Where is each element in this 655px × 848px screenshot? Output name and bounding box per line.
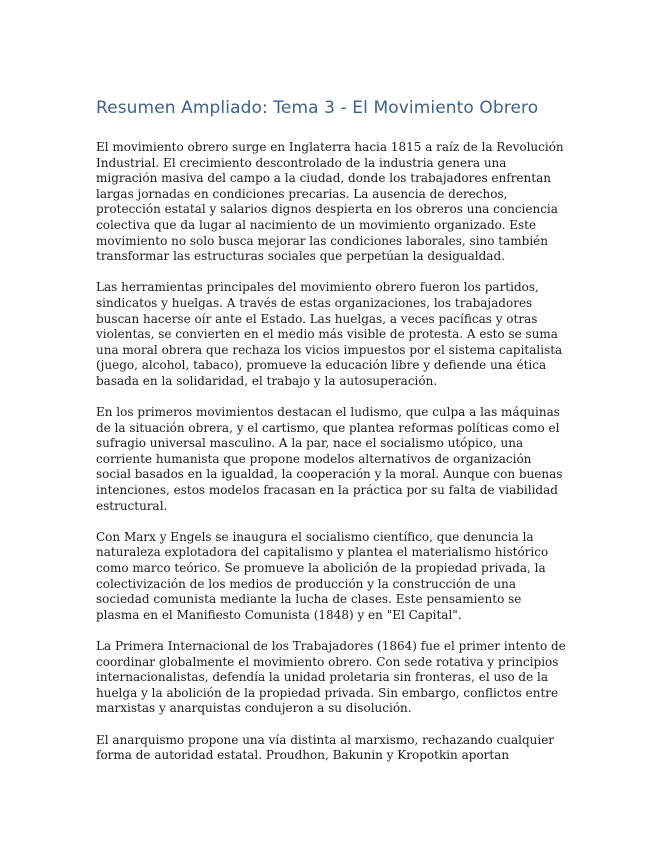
paragraph-tools: Las herramientas principales del movimiento obrero fueron los partidos, sindicatos y huelgas. A través de estas organizaciones, los trabajadores buscan hacerse oír ante el Estado. Las huelgas, a veces pacíficas y otras violentas, se convierten en el medio más visible de protesta. A esto se suma una moral obrera que rechaza los vicios impuestos por el sistema capitalista (juego, alcohol, tabaco), promueve la educación libre y defiende una ética basada en la solidaridad, el trabajo y la autosuperación. (96, 280, 563, 388)
paragraph-origins: El movimiento obrero surge en Inglaterra hacia 1815 a raíz de la Revolución Industrial. El crecimiento descontrolado de la industria genera una migración masiva del campo a la ciudad, donde los trabajadores enfrentan largas jornadas en condiciones precarias. La ausencia de derechos, protección estatal y salarios dignos despierta en los obreros una conciencia colectiva que da lugar al nacimiento de un movimiento organizado. Este movimiento no solo busca mejorar las condiciones laborales, sino también transformar las estructuras sociales que perpetúan la desigualdad. (96, 140, 564, 264)
paragraph-anarchism: El anarquismo propone una vía distinta al marxismo, rechazando cualquier forma de autoridad estatal. Proudhon, Bakunin y Kropotkin aportan (96, 732, 555, 763)
paragraph-early-movements: En los primeros movimientos destacan el ludismo, que culpa a las máquinas de la situación obrera, y el cartismo, que plantea reformas políticas como el sufragio universal masculino. A la par, nace el socialismo utópico, una corriente humanista que propone modelos alternativos de organización social basados en la igualdad, la cooperación y la moral. Aunque con buenas intenciones, estos modelos fracasan en la práctica por su falta de viabilidad estructural. (96, 405, 563, 513)
paragraph-first-international: La Primera Internacional de los Trabajadores (1864) fue el primer intento de coordinar globalmente el movimiento obrero. Con sede rotativa y principios internacionalistas, defendía la unidad proletaria sin fronteras, el uso de la huelga y la abolición de la propiedad privada. Sin embargo, conflictos entre marxistas y anarquistas condujeron a su disolución. (96, 639, 566, 716)
document-title: Resumen Ampliado: Tema 3 - El Movimiento Obrero (96, 98, 539, 118)
document-page (96, 98, 566, 779)
paragraph-scientific-socialism: Con Marx y Engels se inaugura el socialismo científico, que denuncia la naturaleza explotadora del capitalismo y plantea el materialismo histórico como marco teórico. Se promueve la abolición de la propiedad privada, la colectivización de los medios de producción y la construcción de una sociedad comunista mediante la lucha de clases. Este pensamiento se plasma en el Manifiesto Comunista (1848) y en "El Capital". (96, 529, 549, 622)
